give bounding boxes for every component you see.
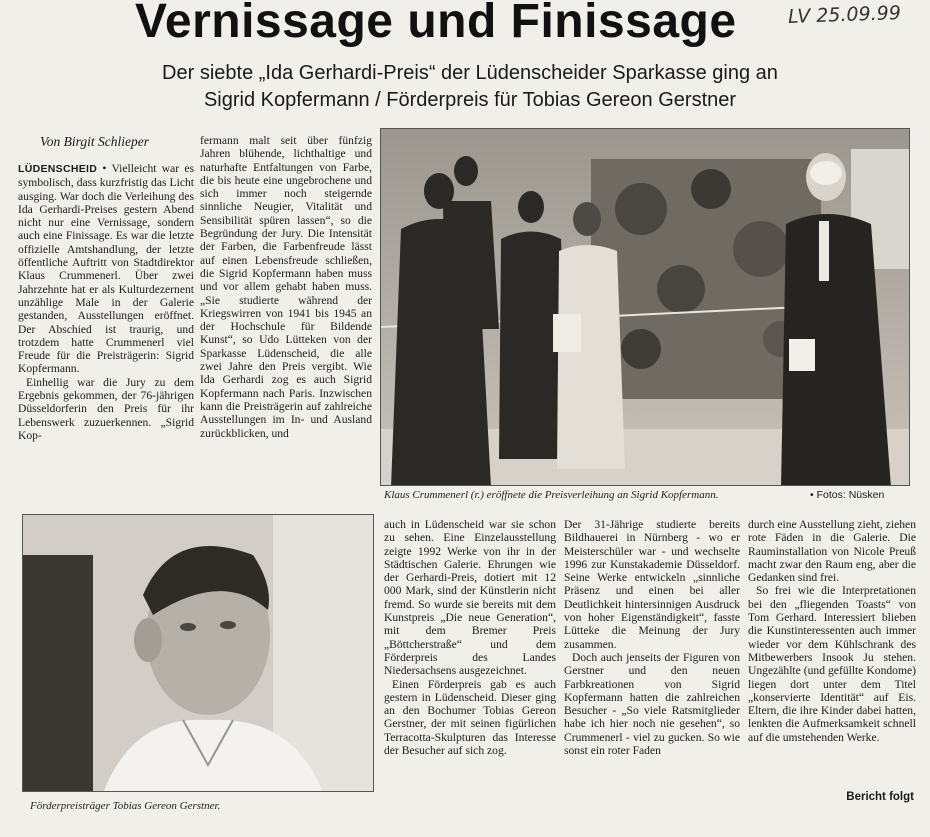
paragraph: fermann malt seit über fünfzig Jahren blühende, lichthaltige und naturhafte Entfaltungen von Farbe, die bis heute eine ungebrochene und sich immer noch steigernde sinnliche Neugier, Vitalität und Sensibilität spüren lassen“, so die Begründung der Jury. Die Intensität der Farben, die Farbenfreude lässt auf einen Lebensfreude schließen, die Sigrid Kopfermann haben muss und vor allem gehabt haben muss. „Sie studierte während der Kriegswirren von 1941 bis 1945 an der Hochschule für Bildende Kunst“, so Udo Lütteken von der Sparkasse Lüdenscheid, die alle zwei Jahre den Preis vergibt. Wie Ida Gerhardi zog es auch Sigrid Kopfermann nach Paris. Inzwischen kann die Preisträgerin auf zahlreiche Ausstellungen im In- und Ausland zurückblicken, und bbox=[200, 134, 372, 440]
paragraph: durch eine Ausstellung zieht, ziehen rote Fäden in die Galerie. Die Rauminstallation von Nicole Preuß macht zwar den Raum eng, aber die Gedanken sind frei. bbox=[748, 518, 916, 585]
paragraph: Einen Förderpreis gab es auch gestern in Lüdenscheid. Dieser ging an den Bochumer Tobias Gereon Gerstner, der mit seinen figürlichen Terracotta-Skulpturen das Interesse der Besucher auf sich zog. bbox=[384, 677, 556, 758]
paragraph: Der 31-Jährige studierte bereits Bildhauerei in Nürnberg - wo er Meisterschüler war - und wechselte 1996 zur Kunstakademie Düsseldorf. Seine Werke entwickeln „sinnliche Präsenz und einen bei aller Deutlichkeit hintersinnigen Ausdruck von hoher Eigenständigkeit“, fasste Lütteke die Meinung der Jury zusammen. bbox=[564, 518, 740, 651]
paragraph: Einhellig war die Jury zu dem Ergebnis gekommen, der 76-jährigen Düsseldorferin den Preis für ihr Lebenswerk zuzuerkennen. „Sigrid Kop- bbox=[18, 375, 194, 442]
handwritten-date: LV 25.09.99 bbox=[787, 2, 902, 28]
text-column-1 bbox=[18, 162, 194, 512]
award-ceremony-photo bbox=[380, 128, 910, 486]
text-column-4 bbox=[564, 518, 740, 818]
portrait-photo-image bbox=[23, 515, 374, 792]
photo-credit: • Fotos: Nüsken bbox=[810, 489, 885, 501]
main-photo-caption: Klaus Crummenerl (r.) eröffnete die Preisverleihung an Sigrid Kopfermann. bbox=[384, 489, 719, 501]
paragraph bbox=[18, 162, 194, 376]
paragraph-text: • Vielleicht war es symbolisch, dass kurzfristig das Licht ausging. War doch die Verleihung des Ida Gerhardi-Preises gestern Abend nicht nur eine Vernissage, sondern auch eine Finissage. Es war die letzte offizielle Amtshandlung, der letzte öffentliche Auftritt von Stadtdirektor Klaus Crummenerl. Über zwei Jahrzehnte hat er als Kulturdezernent unzählige Male in der Galerie gestanden, Ausstellungen eröffnet. Der Abschied ist traurig, und trotzdem hatte Crummenerl viel Freude für die Preisträgerin: Sigrid Kopfermann. bbox=[18, 162, 194, 376]
text-column-3 bbox=[384, 518, 556, 818]
dateline: LÜDENSCHEID bbox=[18, 163, 98, 175]
portrait-photo-caption: Förderpreisträger Tobias Gereon Gerstner. bbox=[30, 800, 221, 812]
text-column-2 bbox=[200, 134, 372, 514]
paragraph: Doch auch jenseits der Figuren von Gerstner und den neuen Farbkreationen von Sigrid Kopfermann hatten die zahlreichen Besucher - „So viele Ratsmitglieder habe ich hier noch nie gesehen“, so Crummenerl - viel zu gucken. So wie sonst ein roter Faden bbox=[564, 650, 740, 758]
report-follows-note: Bericht folgt bbox=[846, 791, 914, 803]
article-headline: Vernissage und Finissage bbox=[135, 0, 737, 48]
ceremony-photo-image bbox=[381, 129, 910, 486]
subhead-line-1: Der siebte „Ida Gerhardi-Preis“ der Lüdenscheider Sparkasse ging an bbox=[162, 62, 778, 84]
paragraph: So frei wie die Interpretationen bei den „fliegenden Toasts“ von Tom Gerhard. Interessiert blieben die Kunstinteressenten auch immer wieder vor dem Kühlschrank des Mitbewerbers Insook Ju stehen. Ungezählte (und gefüllte Kondome) liegen dort unter dem Titel „konservierte Identität“ auf Eis. Eltern, die ihre Kinder dabei hatten, lenkten die Aufmerksamkeit schnell auf die umstehenden Werke. bbox=[748, 584, 916, 744]
text-column-5 bbox=[748, 518, 916, 818]
paragraph: auch in Lüdenscheid war sie schon zu sehen. Eine Einzelausstellung zeigte 1992 Werke von ihr in der Städtischen Galerie. Ehrungen wie der Gerhardi-Preis, dotiert mit 12 000 Mark, sind der Künstlerin nicht fremd. So wurde sie bereits mit dem Kunstpreis „Die neue Generation“, mit dem Bremer Preis „Böttcherstraße“ und dem Förderpreis des Landes Niedersachsens ausgezeichnet. bbox=[384, 518, 556, 678]
subhead-line-2: Sigrid Kopfermann / Förderpreis für Tobias Gereon Gerstner bbox=[203, 89, 737, 111]
portrait-photo bbox=[22, 514, 374, 792]
byline: Von Birgit Schlieper bbox=[40, 134, 149, 149]
article-subhead bbox=[150, 60, 790, 114]
